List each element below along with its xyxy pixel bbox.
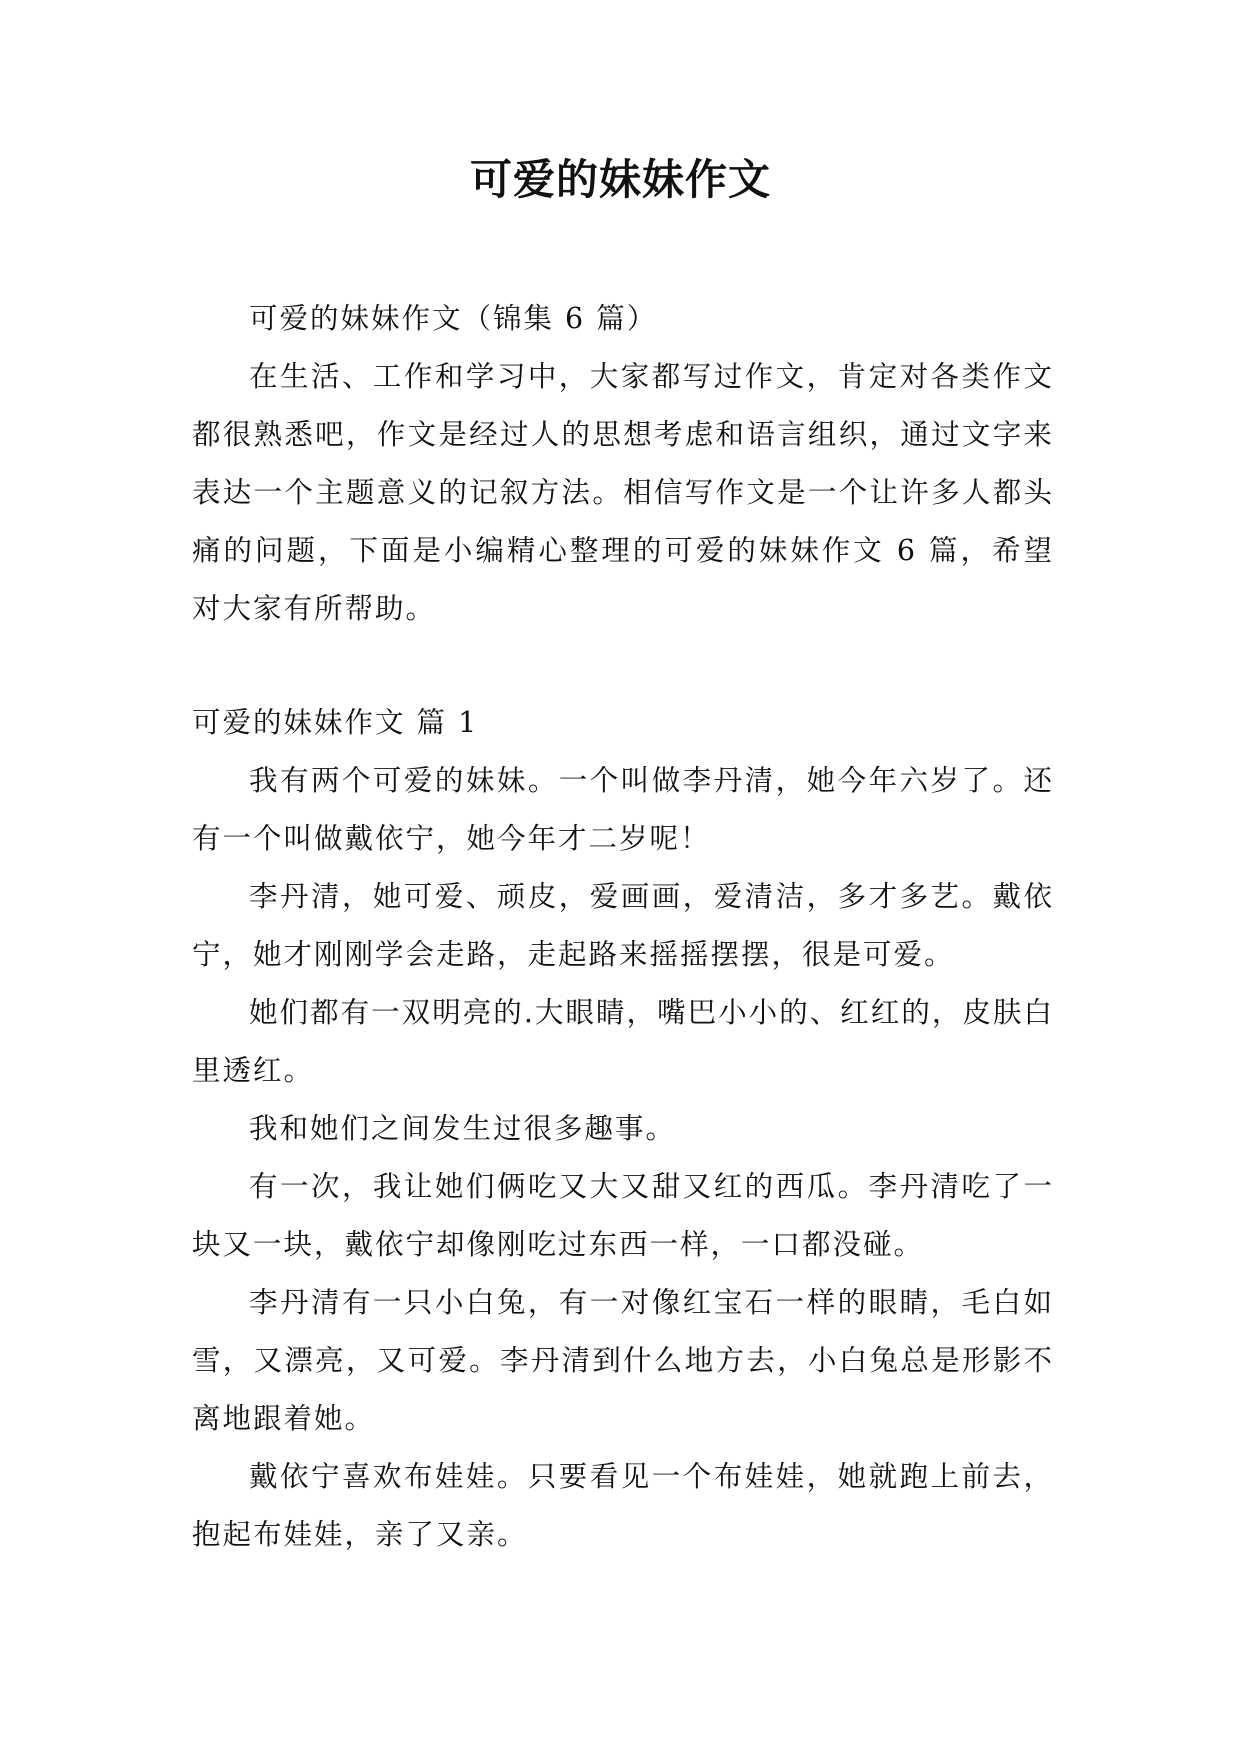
essay-paragraph: 我有两个可爱的妹妹。一个叫做李丹清，她今年六岁了。还有一个叫做戴依宁，她今年才二岁呢！ (192, 764, 1054, 855)
document-subtitle-block (192, 290, 1054, 348)
essay-paragraph: 李丹清，她可爱、顽皮，爱画画，爱清洁，多才多艺。戴依宁，她才刚刚学会走路，走起路来摇摇摆摆，很是可爱。 (192, 880, 1054, 971)
essay-paragraph: 李丹清有一只小白兔，有一对像红宝石一样的眼睛，毛白如雪，又漂亮，又可爱。李丹清到什么地方去，小白兔总是形影不离地跟着她。 (192, 1286, 1054, 1435)
section-heading: 可爱的妹妹作文 篇 1 (192, 706, 479, 739)
essay-paragraph: 有一次，我让她们俩吃又大又甜又红的西瓜。李丹清吃了一块又一块，戴依宁却像刚吃过东西一样，一口都没碰。 (192, 1170, 1054, 1261)
document-subtitle: 可爱的妹妹作文（锦集 6 篇） (249, 302, 658, 335)
intro-paragraph: 在生活、工作和学习中，大家都写过作文，肯定对各类作文都很熟悉吧，作文是经过人的思想考虑和语言组织，通过文字来表达一个主题意义的记叙方法。相信写作文是一个让许多人都头痛的问题，下面是小编精心整理的可爱的妹妹作文 6 篇，希望对大家有所帮助。 (192, 360, 1054, 625)
intro-block (192, 348, 1054, 638)
document-title: 可爱的妹妹作文 (469, 155, 771, 204)
essay-paragraph: 戴依宁喜欢布娃娃。只要看见一个布娃娃，她就跑上前去，抱起布娃娃，亲了又亲。 (192, 1460, 1054, 1551)
essay-paragraph: 她们都有一双明亮的.大眼睛，嘴巴小小的、红红的，皮肤白里透红。 (192, 996, 1054, 1087)
essay-section-1 (192, 694, 1054, 1564)
essay-paragraph: 我和她们之间发生过很多趣事。 (249, 1112, 677, 1145)
